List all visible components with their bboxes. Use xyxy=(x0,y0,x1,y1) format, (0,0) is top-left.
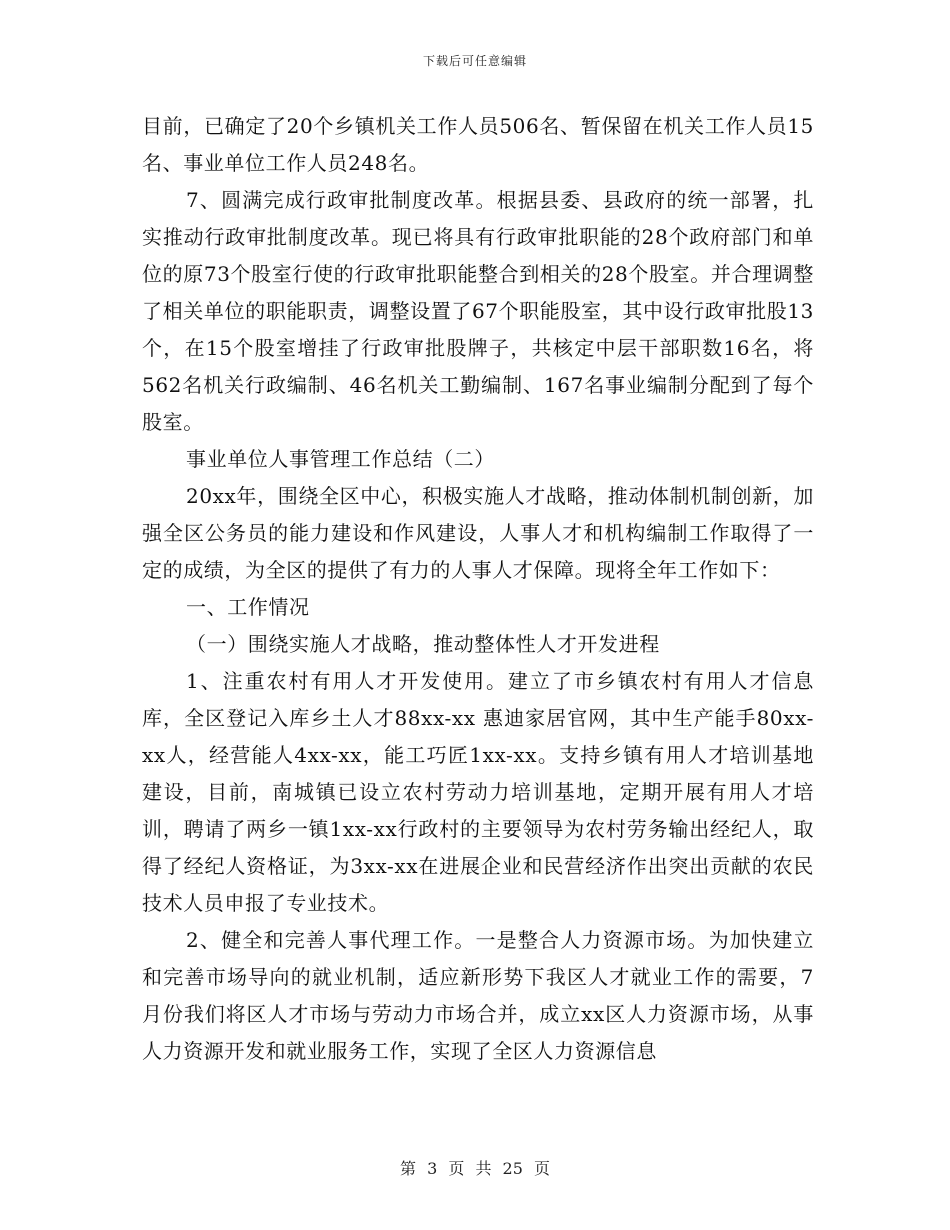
page-header: 下载后可任意编辑 xyxy=(422,54,527,68)
page-footer: 第 3 页 共 25 页 xyxy=(400,1159,550,1178)
paragraph-staff-count: 目前，已确定了20个乡镇机关工作人员506名、暂保留在机关工作人员15名、事业单位工作人员248名。 xyxy=(142,114,814,175)
paragraph-hr-agency: 2、健全和完善人事代理工作。一是整合人力资源市场。为加快建立和完善市场导向的就业机制，适应新形势下我区人才就业工作的需要，7月份我们将区人才市场与劳动力市场合并，成立xx区人力资源市场，从事人力资源开发和就业服务工作，实现了全区人力资源信息 xyxy=(142,928,814,1063)
subheading-talent-strategy: （一）围绕实施人才战略，推动整体性人才开发进程 xyxy=(186,632,660,656)
heading-work-situation: 一、工作情况 xyxy=(186,595,310,619)
paragraph-annual-intro: 20xx年，围绕全区中心，积极实施人才战略，推动体制机制创新，加强全区公务员的能力建设和作风建设，人事人才和机构编制工作取得了一定的成绩，为全区的提供了有力的人事人才保障。现将全年工作如下： xyxy=(142,484,814,582)
section-title-summary-two: 事业单位人事管理工作总结（二） xyxy=(186,447,495,471)
document-body xyxy=(142,108,814,1070)
paragraph-approval-reform: 7、圆满完成行政审批制度改革。根据县委、县政府的统一部署，扎实推动行政审批制度改革。现已将具有行政审批职能的28个政府部门和单位的原73个股室行使的行政审批职能整合到相关的28个股室。并合理调整了相关单位的职能职责，调整设置了67个职能股室，其中设行政审批股13个，在15个股室增挂了行政审批股牌子，共核定中层干部职数16名，将562名机关行政编制、46名机关工勤编制、167名事业编制分配到了每个股室。 xyxy=(142,188,814,434)
paragraph-rural-talent: 1、注重农村有用人才开发使用。建立了市乡镇农村有用人才信息库，全区登记入库乡土人才88xx-xx 惠迪家居官网，其中生产能手80xx-xx人，经营能人4xx-xx，能工巧匠1xx-xx。支持乡镇有用人才培训基地建设，目前，南城镇已设立农村劳动力培训基地，定期开展有用人才培训，聘请了两乡一镇1xx-xx行政村的主要领导为农村劳务输出经纪人，取得了经纪人资格证，为3xx-xx在进展企业和民营经济作出突出贡献的农民技术人员申报了专业技术。 xyxy=(142,669,814,915)
